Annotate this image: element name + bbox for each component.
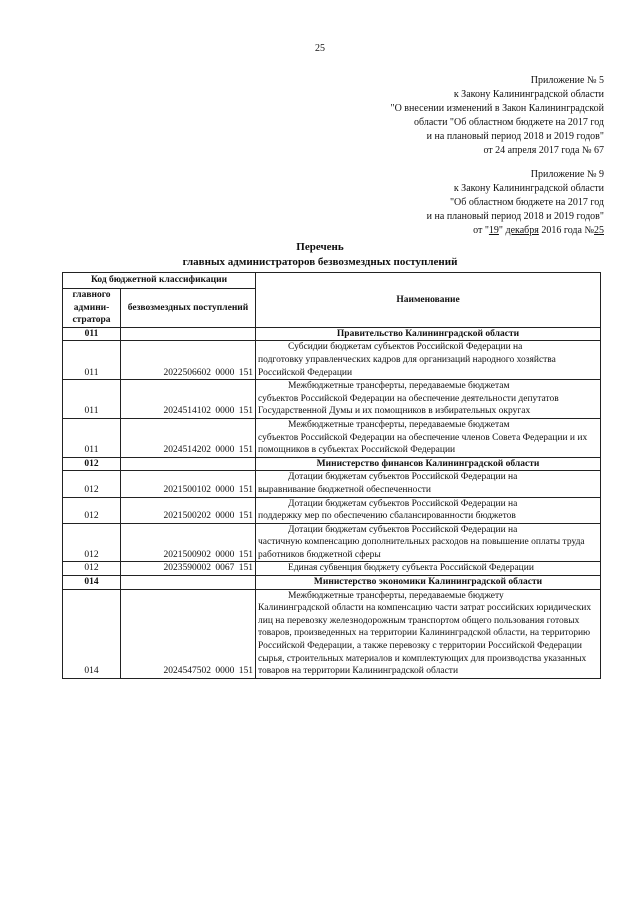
revenue-code-cell: 2024514202 0000 151 [121, 418, 256, 457]
name-cell [256, 471, 601, 497]
appendix-5-block [391, 74, 605, 158]
header-name: Наименование [256, 273, 601, 328]
table-row [63, 562, 601, 576]
name-first-line: Дотации бюджетам субъектов Российской Федерации на [288, 524, 518, 535]
revenue-code-cell: 2024514102 0000 151 [121, 380, 256, 419]
appendix-5-line: Приложение № 5 [530, 75, 604, 86]
group-name: Правительство Калининградской области [256, 327, 601, 341]
date-year: 2016 года № [538, 225, 594, 236]
revenue-code-cell: 2021500102 0000 151 [121, 471, 256, 497]
admin-code-cell: 011 [63, 418, 121, 457]
date-number: 25 [594, 225, 604, 236]
appendix-5-line: "О внесении изменений в Закон Калининградской [390, 103, 604, 114]
revenue-code-cell: 2021500902 0000 151 [121, 523, 256, 562]
admin-code-cell: 014 [63, 589, 121, 678]
group-spacer [121, 327, 256, 341]
appendix-5-line: и на плановый период 2018 и 2019 годов" [426, 131, 604, 142]
name-cell [256, 341, 601, 380]
admin-code-cell: 011 [63, 341, 121, 380]
name-first-line: Дотации бюджетам субъектов Российской Федерации на [288, 498, 518, 509]
name-cell [256, 562, 601, 576]
header-admin-code: главного админи-стратора [63, 289, 121, 328]
date-mid: " [498, 225, 506, 236]
table-row [63, 589, 601, 678]
appendix-9-line: к Закону Калининградской области [453, 183, 604, 194]
group-code: 012 [63, 457, 121, 471]
document-title [0, 240, 640, 270]
date-month: декабря [505, 225, 539, 236]
admin-code-cell: 012 [63, 562, 121, 576]
admin-code-cell: 012 [63, 523, 121, 562]
admin-code-cell: 012 [63, 497, 121, 523]
title-line-2: главных администраторов безвозмездных поступлений [182, 256, 458, 268]
group-spacer [121, 576, 256, 590]
table-row [63, 418, 601, 457]
appendix-9-line: Приложение № 9 [530, 169, 604, 180]
name-cell [256, 523, 601, 562]
group-header-row [63, 327, 601, 341]
header-code-group: Код бюджетной классификации [63, 273, 256, 289]
table-row [63, 341, 601, 380]
group-spacer [121, 457, 256, 471]
name-first-line: Межбюджетные трансферты, передаваемые бюджетам [288, 381, 510, 392]
name-first-line: Субсидии бюджетам субъектов Российской Федерации на [288, 342, 523, 353]
name-cell [256, 380, 601, 419]
name-rest: выравнивание бюджетной обеспеченности [258, 484, 432, 495]
page-number: 25 [315, 43, 325, 54]
table-row [63, 380, 601, 419]
appendix-9-line: и на плановый период 2018 и 2019 годов" [426, 211, 604, 222]
revenue-code-cell: 2024547502 0000 151 [121, 589, 256, 678]
group-name: Министерство экономики Калининградской области [256, 576, 601, 590]
appendix-5-line: от 24 апреля 2017 года № 67 [483, 145, 604, 156]
name-cell [256, 497, 601, 523]
name-cell [256, 589, 601, 678]
name-first-line: Межбюджетные трансферты, передаваемые бюджетам [288, 419, 510, 430]
name-rest: субъектов Российской Федерации на обеспечение членов Совета Федерации и их помощников в субъектах Российской Федерации [258, 432, 588, 456]
name-rest: Калининградской области на компенсацию части затрат российских юридических лиц на перевозку железнодорожным транспортом общего пользования готовых товаров, произведенных на территории Калининградской области, на территорию Российской Федерации, а также перевозку с территории Российской Федерации сырья, строительных материалов и комплектующих для производства указанных товаров на территории Калининградской области [258, 603, 592, 677]
appendix-9-line: "Об областном бюджете на 2017 год [449, 197, 604, 208]
title-line-1: Перечень [296, 241, 344, 253]
table-row [63, 471, 601, 497]
name-first-line: Межбюджетные трансферты, передаваемые бюджету [288, 590, 504, 601]
name-first-line: Дотации бюджетам субъектов Российской Федерации на [288, 472, 518, 483]
name-rest: субъектов Российской Федерации на обеспечение деятельности депутатов Государственной Думы и их помощников в избирательных округах [258, 393, 559, 417]
admin-code-cell: 012 [63, 471, 121, 497]
date-day: 19 [488, 225, 499, 236]
appendix-5-line: области "Об областном бюджете на 2017 год [414, 117, 604, 128]
revenue-code-cell: 2021500202 0000 151 [121, 497, 256, 523]
table-body [63, 327, 601, 678]
name-rest: подготовку управленческих кадров для организаций народного хозяйства Российской Федерации [258, 354, 556, 378]
group-code: 014 [63, 576, 121, 590]
group-header-row [63, 457, 601, 471]
group-name: Министерство финансов Калининградской области [256, 457, 601, 471]
name-rest: частичную компенсацию дополнительных расходов на повышение оплаты труда работников бюджетной сферы [258, 537, 585, 560]
administrators-table [62, 272, 601, 679]
name-cell [256, 418, 601, 457]
header-revenue-code: безвозмездных поступлений [121, 289, 256, 328]
revenue-code-cell: 2022506602 0000 151 [121, 341, 256, 380]
group-header-row [63, 576, 601, 590]
name-rest: поддержку мер по обеспечению сбалансированности бюджетов [258, 511, 516, 522]
table-row [63, 497, 601, 523]
appendix-9-block [427, 168, 604, 238]
appendix-5-line: к Закону Калининградской области [453, 89, 604, 100]
revenue-code-cell: 2023590002 0067 151 [121, 562, 256, 576]
table-row [63, 523, 601, 562]
admin-code-cell: 011 [63, 380, 121, 419]
date-prefix: от " [473, 225, 489, 236]
group-code: 011 [63, 327, 121, 341]
name-first-line: Единая субвенция бюджету субъекта Российской Федерации [288, 563, 534, 574]
appendix-9-date [427, 224, 604, 238]
